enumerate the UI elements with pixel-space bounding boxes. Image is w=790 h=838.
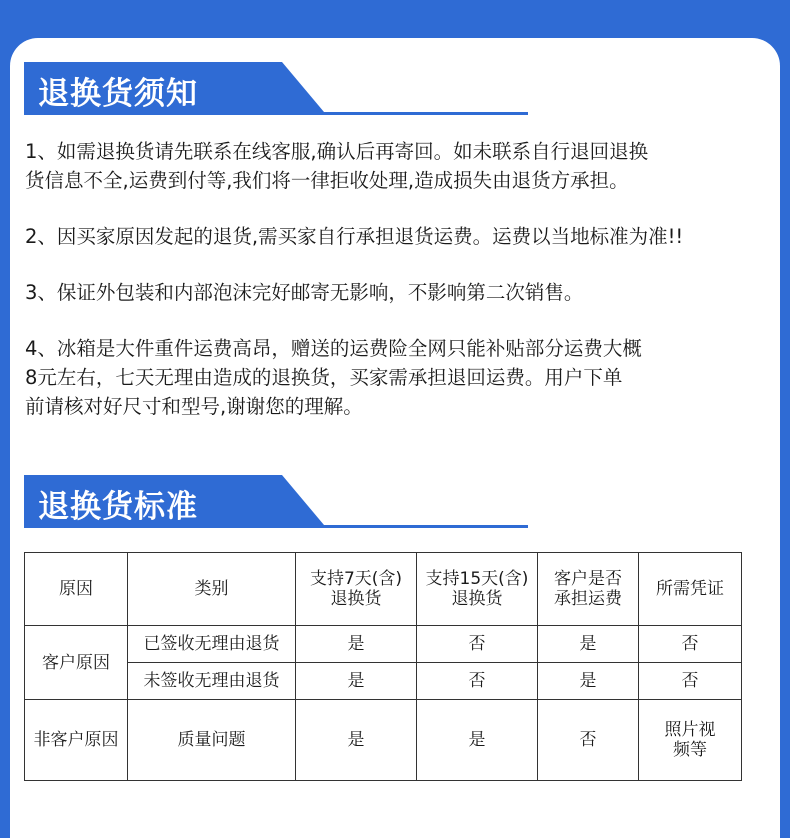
- value-cell: 否: [639, 626, 742, 663]
- header-category: 类别: [128, 553, 296, 626]
- notice-list: [25, 137, 790, 448]
- reason-cell: 客户原因: [25, 626, 128, 700]
- notice-item: [25, 137, 790, 195]
- value-cell: 是: [538, 626, 639, 663]
- category-cell: 未签收无理由退货: [128, 663, 296, 700]
- header-reason: 原因: [25, 553, 128, 626]
- return-standard-table: [24, 552, 742, 781]
- notice-line: 前请核对好尺寸和型号,谢谢您的理解。: [25, 395, 363, 418]
- value-cell: 是: [538, 663, 639, 700]
- section-header-notice: [24, 62, 528, 116]
- table-row: [25, 700, 742, 781]
- header-proof: 所需凭证: [639, 553, 742, 626]
- notice-line: 8元左右，七天无理由造成的退换货，买家需承担退回运费。用户下单: [25, 366, 623, 389]
- section-title: 退换货标准: [38, 489, 198, 525]
- notice-item: [25, 278, 790, 307]
- notice-line: 2、因买家原因发起的退货,需买家自行承担退货运费。运费以当地标准为准!!: [25, 225, 684, 248]
- value-cell: 是: [417, 700, 538, 781]
- value-cell: 否: [538, 700, 639, 781]
- value-cell: 是: [296, 700, 417, 781]
- section-title: 退换货须知: [38, 76, 198, 112]
- value-cell: 否: [639, 663, 742, 700]
- notice-line: 4、冰箱是大件重件运费高昂，赠送的运费险全网只能补贴部分运费大概: [25, 337, 642, 360]
- category-cell: 质量问题: [128, 700, 296, 781]
- header-shipping-cost: 客户是否承担运费: [538, 553, 639, 626]
- value-cell: 是: [296, 663, 417, 700]
- notice-item: [25, 334, 790, 421]
- proof-cell: 照片视频等: [639, 700, 742, 781]
- table-row: [25, 626, 742, 663]
- notice-line: 货信息不全,运费到付等,我们将一律拒收处理,造成损失由退货方承担。: [25, 169, 629, 192]
- table-row: [25, 663, 742, 700]
- notice-line: 3、保证外包装和内部泡沫完好邮寄无影响，不影响第二次销售。: [25, 281, 584, 304]
- section-header-standard: [24, 475, 528, 529]
- table-header-row: [25, 553, 742, 626]
- value-cell: 是: [296, 626, 417, 663]
- reason-cell: 非客户原因: [25, 700, 128, 781]
- category-cell: 已签收无理由退货: [128, 626, 296, 663]
- header-7day: 支持7天(含)退换货: [296, 553, 417, 626]
- header-15day: 支持15天(含)退换货: [417, 553, 538, 626]
- value-cell: 否: [417, 626, 538, 663]
- value-cell: 否: [417, 663, 538, 700]
- notice-line: 1、如需退换货请先联系在线客服,确认后再寄回。如未联系自行退回退换: [25, 140, 649, 163]
- notice-item: [25, 222, 790, 251]
